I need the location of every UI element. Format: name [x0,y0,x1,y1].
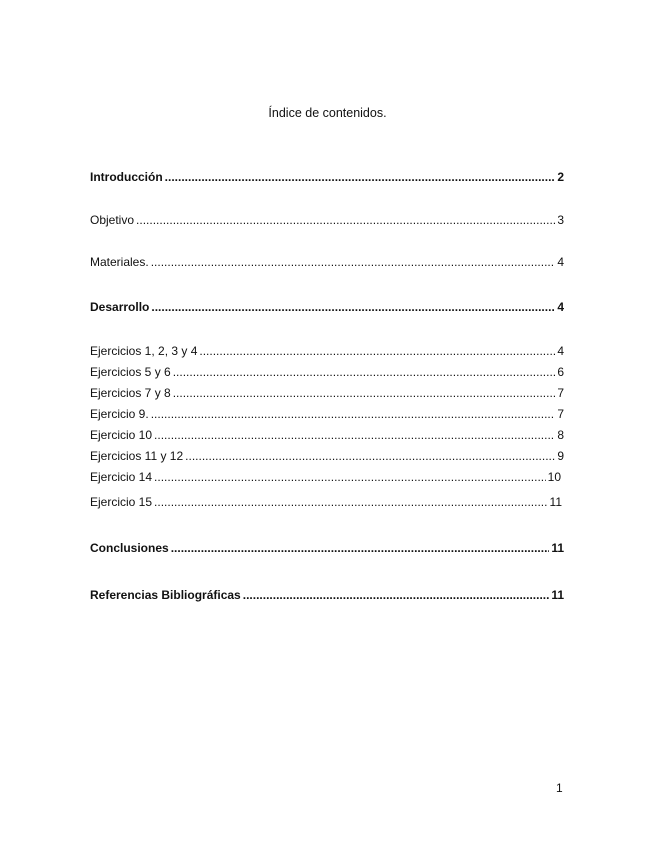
toc-entry-page: 7 [557,386,564,400]
toc-entry-page: 9 [557,449,564,463]
toc-entry-desarrollo [90,300,564,315]
toc-entry-objetivo [90,213,564,228]
toc-entry-page: 4 [557,300,564,314]
toc-entry-label: Ejercicios 1, 2, 3 y 4 [90,344,198,358]
toc-entry-conclusiones [90,541,564,556]
toc-dot-leader [154,428,555,443]
toc-dot-leader [165,170,556,185]
toc-entry-page: 11 [549,495,562,509]
toc-entry-page: 10 [547,470,561,484]
toc-entry-label: Ejercicios 5 y 6 [90,365,171,379]
toc-entry-label: Referencias Bibliográficas [90,588,241,602]
toc-entry-label: Conclusiones [90,541,169,555]
toc-entry-label: Ejercicio 10 [90,428,153,442]
toc-entry-label: Objetivo [90,213,135,227]
toc-entry-label: Ejercicios 11 y 12 [90,449,184,463]
toc-entry-ejercicio-9 [90,407,564,422]
page-title: Índice de contenidos. [268,106,387,120]
toc-entry-label: Materiales. [90,255,149,269]
toc-entry-label: Ejercicio 9. [90,407,149,421]
toc-entry-ejercicios-5-6 [90,365,564,380]
toc-entry-page: 3 [557,213,564,227]
toc-dot-leader [171,541,550,556]
toc-entry-ejercicio-10 [90,428,564,443]
toc-entry-page: 7 [557,407,564,421]
toc-entry-page: 2 [557,170,564,184]
toc-dot-leader [173,365,556,380]
toc-entry-page: 6 [557,365,564,379]
toc-dot-leader [136,213,555,228]
toc-dot-leader [151,300,555,315]
toc-entry-label: Introducción [90,170,163,184]
toc-dot-leader [185,449,555,464]
toc-entry-label: Ejercicio 14 [90,470,153,484]
toc-entry-ejercicio-14 [90,470,561,485]
toc-dot-leader [154,470,546,485]
toc-entry-label: Ejercicio 15 [90,495,153,509]
toc-entry-ejercicios-11-12 [90,449,564,464]
toc-dot-leader [154,495,548,510]
toc-dot-leader [243,588,550,603]
toc-entry-page: 11 [551,588,564,602]
toc-entry-introduccion [90,170,564,185]
toc-dot-leader [151,255,556,270]
toc-entry-page: 4 [557,344,564,358]
toc-dot-leader [199,344,555,359]
toc-entry-label: Ejercicios 7 y 8 [90,386,171,400]
page-number: 1 [556,781,563,795]
toc-dot-leader [151,407,556,422]
toc-entry-ejercicios-7-8 [90,386,564,401]
toc-dot-leader [173,386,556,401]
toc-entry-page: 4 [557,255,564,269]
toc-entry-referencias [90,588,564,603]
toc-entry-page: 8 [557,428,564,442]
toc-entry-materiales [90,255,564,270]
toc-entry-label: Desarrollo [90,300,150,314]
toc-entry-page: 11 [551,541,564,555]
toc-entry-ejercicio-15 [90,495,562,510]
toc-entry-ejercicios-1-4 [90,344,564,359]
